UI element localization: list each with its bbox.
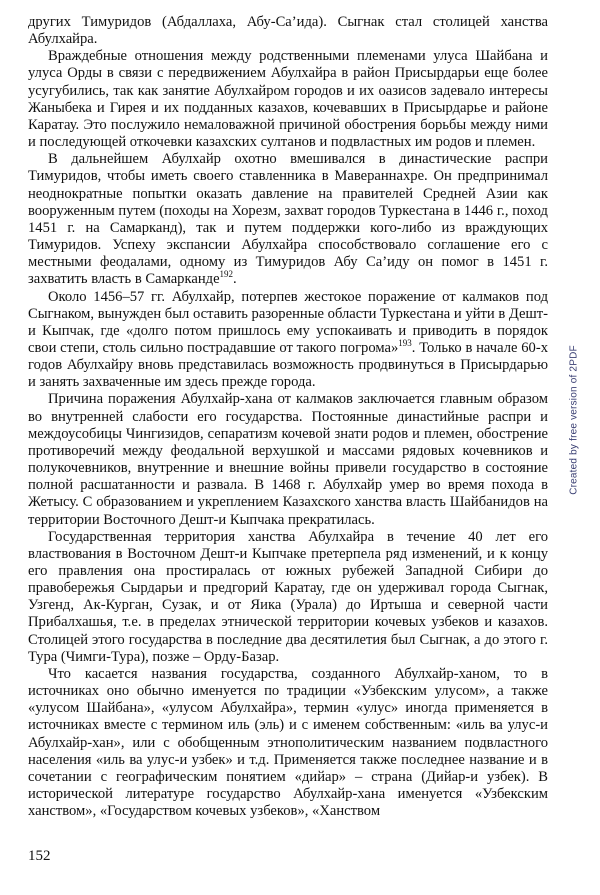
page-number: 152 (28, 848, 51, 864)
paragraph-text: Причина поражения Абулхайр-хана от калмаков заключается главным образом во внутренней слабости его государства. Постоянные династийные распри и междоусобицы Чингизидов, сепаратизм кочевой знати родов и племен, обострение противоречий между феодальной верхушкой и массами рядовых кочевников и полукочевников, внутренние и внешние войны привели государство в состояние полной расшатанности и развала. В 1468 г. Абулхайр умер во время похода в Жетысу. С образованием и укреплением Казахского ханства власть Шайбанидов на территории Восточного Дешт-и Кыпчака прекратилась. (28, 391, 548, 528)
paragraph-text: В дальнейшем Абулхайр охотно вмешивался в династические распри Тимуридов, чтобы иметь своего ставленника в Мавераннахре. Он предпринимал неоднократные попытки оказать давление на правителей Средней Азии как вооруженным путем (походы на Хорезм, захват городов Туркестана в 1446 г., поход 1451 г. на Самарканд), так и путем поддержки кого-либо из враждующих Тимуридов. Успеху экспансии Абулхайра способствовало соглашение его с местными феодалами, одному из Тимуридов Абу Са’иду он помог в 1451 г. захватить власть в Самарканде (28, 151, 548, 288)
paragraph-text-tail: . (233, 271, 237, 288)
paragraph-1 (28, 14, 548, 48)
paragraph-3 (28, 151, 548, 288)
watermark-text: Created by free version of 2PDF (568, 345, 580, 495)
paragraph-text: Государственная территория ханства Абулхайра в течение 40 лет его властвования в Восточном Дешт-и Кыпчаке претерпела ряд изменений, и к концу его правления она простиралась от южных рубежей Западной Сибири до правобережья Сырдарьи и предгорий Каратау, где он удерживал города Сыгнак, Узгенд, Ак-Курган, Сузак, и от Яика (Урала) до Иртыша и северной части Прибалхашья, т.е. в пределах этнической территории кочевых узбеков и казахов. Столицей этого государства в последние два десятилетия был Сыгнак, а до этого г. Тура (Чимги-Тура), позже – Орду-Базар. (28, 528, 548, 665)
paragraph-2 (28, 48, 548, 151)
paragraph-text: Что касается названия государства, созданного Абулхайр-ханом, то в источниках оно обычно именуется по традиции «Узбекским улусом», а также «улусом Шайбана», «улусом Абулхайра», термин «улус» иногда применяется в источниках вместе с термином иль (эль) и с именем собственным: «иль ва улус-и Абулхайр-хан», или с обобщенным этнополитическим названием подвластного населения «иль ва улус-и узбек» и т.д. Применяется также последнее название и в сочетании с географическим понятием «дийар» – страна (Дийар-и узбек). В исторической литературе государство Абулхайр-хана именуется «Узбекским ханством», «Государством кочевых узбеков», «Ханством (28, 665, 548, 820)
paragraph-4 (28, 289, 548, 392)
footnote-ref: 192 (219, 269, 234, 280)
paragraph-7 (28, 666, 548, 820)
paragraph-6 (28, 529, 548, 666)
footnote-ref: 193 (398, 338, 412, 349)
paragraph-5 (28, 391, 548, 528)
paragraph-text-tail: . Только в начале 60-х годов Абулхайру вновь представилась возможность продвинуться в Присырдарью и занять захваченные им здесь прежде города. (28, 339, 549, 391)
paragraph-text: Враждебные отношения между родственными племенами улуса Шайбана и улуса Орды в связи с передвижением Абулхайра в район Присырдарьи еще более усугубились, так как занятие Абулхайром городов и их оазисов задевало интересы Жаныбека и Гирея и их подданных казахов, кочевавших в Присырдарье и районе Каратау. Это послужило немаловажной причиной обострения борьбы между ними и последующей откочевки казахских султанов и подвластных им родов и племен. (28, 48, 548, 151)
body-text (28, 14, 548, 820)
paragraph-text: других Тимуридов (Абдаллаха, Абу-Са’ида). Сыгнак стал столицей ханства Абулхайра. (28, 14, 548, 48)
paragraph-text: Около 1456–57 гг. Абулхайр, потерпев жестокое поражение от калмаков под Сыгнаком, вынужден был оставить разоренные области Туркестана и уйти в Дешт-и Кыпчак, где «долго потом пришлось ему успокаивать и приводить в порядок свои степи, столь сильно пострадавшие от такого погрома» (28, 288, 548, 356)
